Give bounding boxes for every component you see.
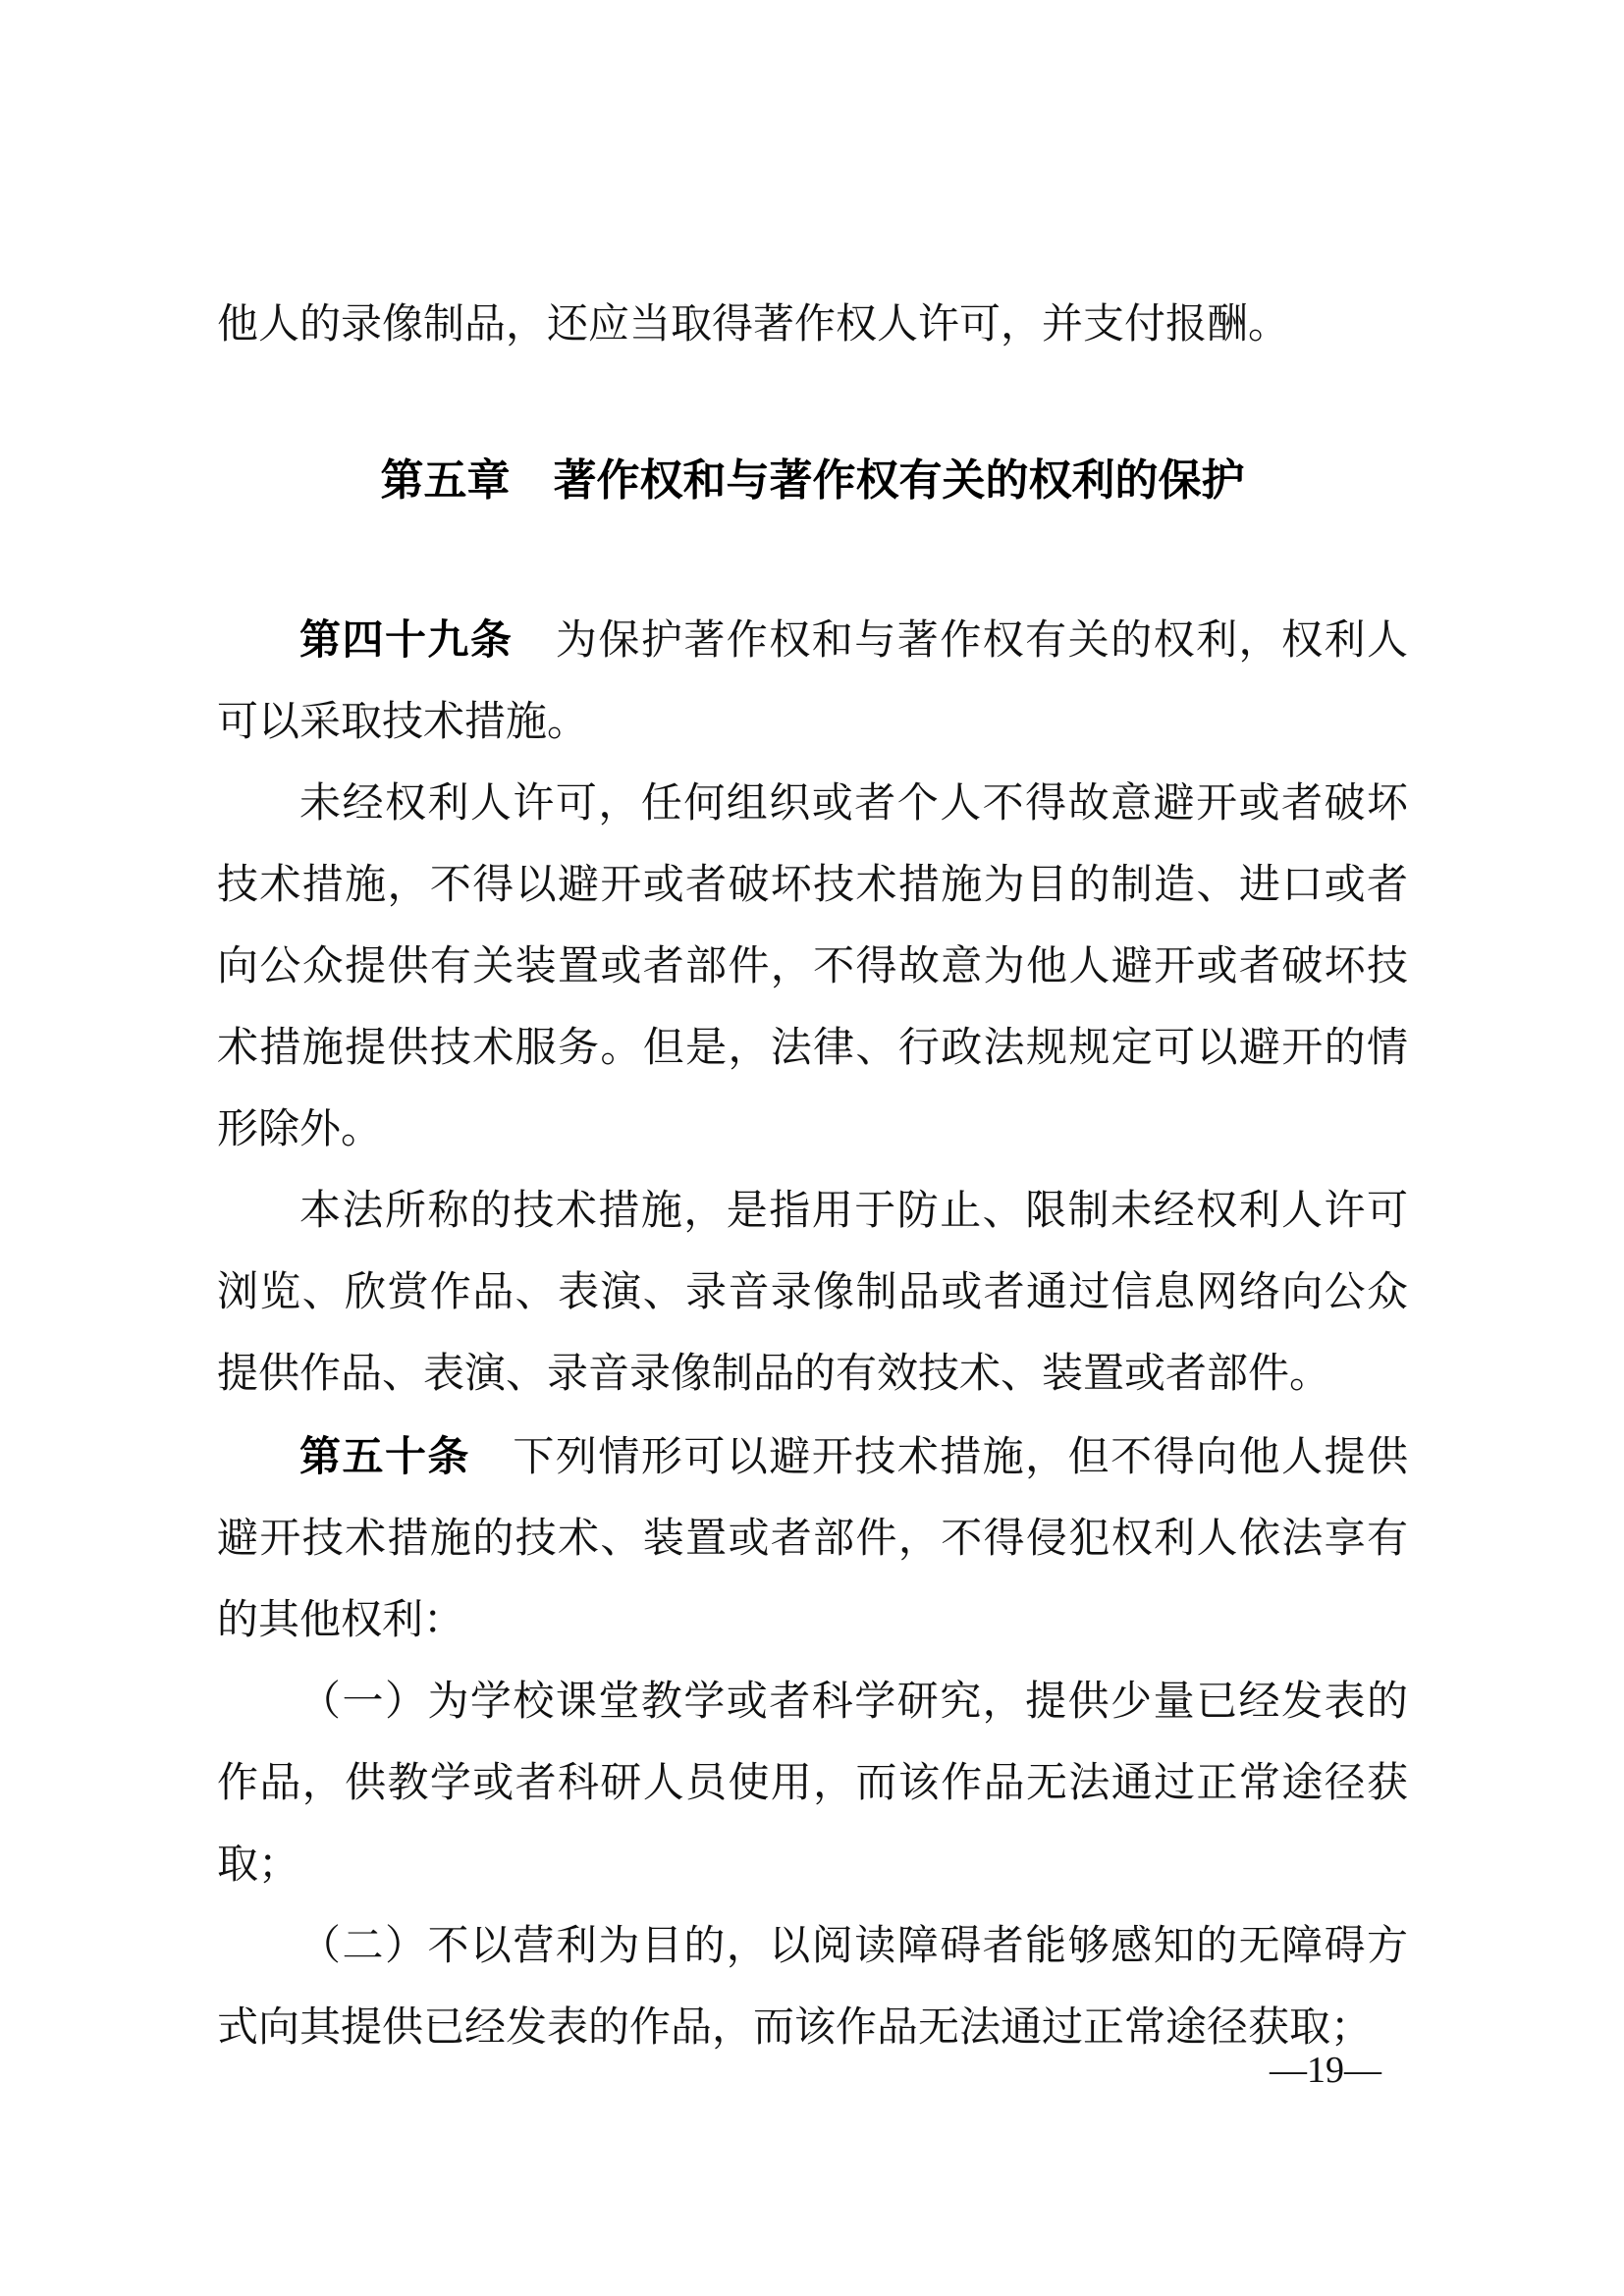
paragraph-text: 未经权利人许可，任何组织或者个人不得故意避开或者破坏技术措施，不得以避开或者破坏技术措施为目的制造、进口或者向公众提供有关装置或者部件，不得故意为他人避开或者破坏技术措施提供技术服务。但是，法律、行政法规规定可以避开的情形除外。 xyxy=(217,781,1408,1152)
body-paragraph xyxy=(217,764,1408,1171)
paragraph-text: 本法所称的技术措施，是指用于防止、限制未经权利人许可浏览、欣赏作品、表演、录音录像制品或者通过信息网络向公众提供作品、表演、录音录像制品的有效技术、装置或者部件。 xyxy=(217,1189,1408,1397)
paragraph-text: 下列情形可以避开技术措施，但不得向他人提供避开技术措施的技术、装置或者部件，不得侵犯权利人依法享有的其他权利： xyxy=(217,1435,1408,1643)
document-body xyxy=(217,285,1408,2069)
page-number: —19— xyxy=(1270,2050,1381,2091)
body-paragraph xyxy=(217,1171,1408,1415)
paragraph-text: 为保护著作权和与著作权有关的权利，权利人可以采取技术措施。 xyxy=(217,618,1408,745)
continuation-paragraph: 他人的录像制品，还应当取得著作权人许可，并支付报酬。 xyxy=(217,302,1290,347)
paragraph-text: （一）为学校课堂教学或者科学研究，提供少量已经发表的作品，供教学或者科研人员使用，而该作品无法通过正常途径获取； xyxy=(217,1680,1408,1888)
paragraph-text: （二）不以营利为目的，以阅读障碍者能够感知的无障碍方式向其提供已经发表的作品，而该作品无法通过正常途径获取； xyxy=(217,1924,1408,2051)
article-number-label: 第四十九条 xyxy=(299,616,514,663)
article-number-label: 第五十条 xyxy=(299,1433,470,1479)
article-paragraph xyxy=(217,599,1408,764)
list-item-paragraph xyxy=(217,1906,1408,2069)
list-item-paragraph xyxy=(217,1662,1408,1906)
chapter-heading: 第五章 著作权和与著作权有关的权利的保护 xyxy=(380,456,1245,505)
article-paragraph xyxy=(217,1415,1408,1662)
